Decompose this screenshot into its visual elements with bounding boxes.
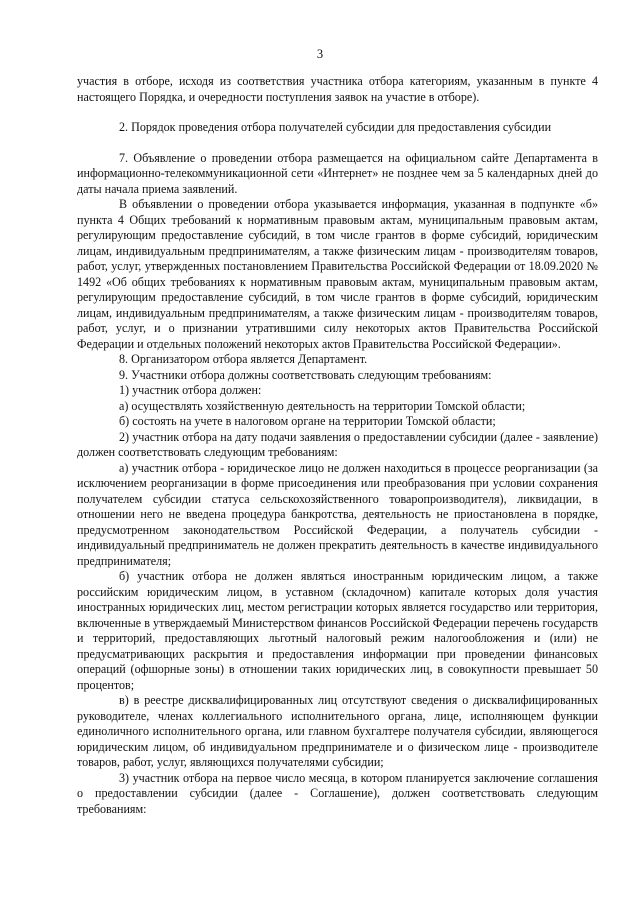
item-9-1: 1) участник отбора должен: xyxy=(119,383,262,397)
section-heading: 2. Порядок проведения отбора получателей субсидии для предоставления субсидии xyxy=(119,120,552,134)
item-9-1-b: б) состоять на учете в налоговом органе на территории Томской области; xyxy=(119,414,496,428)
document-body xyxy=(77,74,598,817)
page-number: 3 xyxy=(316,47,324,61)
item-9-2: 2) участник отбора на дату подачи заявления о предоставлении субсидии (далее - заявление) должен соответствовать следующим требованиям: xyxy=(77,429,598,459)
paragraph-8: 8. Организатором отбора является Департамент. xyxy=(119,352,368,366)
item-9-3: 3) участник отбора на первое число месяца, в котором планируется заключение соглашения о предоставлении субсидии (далее - Соглашение), должен соответствовать следующим требованиям: xyxy=(77,770,598,816)
item-9-2-v: в) в реестре дисквалифицированных лиц отсутствуют сведения о дисквалифицированных руководителе, членах коллегиального исполнительного органа, лице, исполняющем функции единоличного исполнительного органа, или главном бухгалтере получателя субсидии, являющегося юридическим лицом, об индивидуальном предпринимателе и о физическом лице - производителе товаров, работ, услуг, являющихся получателями субсидии; xyxy=(77,693,598,769)
item-9-2-a: а) участник отбора - юридическое лицо не должен находиться в процессе реорганизации (за исключением реорганизации в форме присоединения или преобразования при условии сохранения получателем субсидии статуса сельскохозяйственного товаропроизводителя), ликвидации, в отношении него не введена процедура банкротства, деятельность не приостановлена в порядке, предусмотренном законодательством Российской Федерации, а получатель субсидии - индивидуальный предприниматель не должен прекратить деятельность в качестве индивидуального предпринимателя; xyxy=(77,460,598,568)
paragraph-continuation: участия в отборе, исходя из соответствия участника отбора категориям, указанным в пункте 4 настоящего Порядка, и очередности поступления заявок на участие в отборе). xyxy=(77,74,598,104)
paragraph-9: 9. Участники отбора должны соответствовать следующим требованиям: xyxy=(119,367,492,382)
item-9-2-b: б) участник отбора не должен являться иностранным юридическим лицом, а также российским юридическим лицом, в уставном (складочном) капитале которых доля участия иностранных юридических лиц, местом регистрации которых является государство или территория, включенные в утверждаемый Министерством финансов Российской Федерации перечень государств и территорий, предоставляющих льготный налоговый режим налогообложения и (или) не предусматривающих раскрытия и предоставления информации при проведении финансовых операций (офшорные зоны) в отношении таких юридических лиц, в совокупности превышает 50 процентов; xyxy=(77,569,598,692)
paragraph-announcement-info: В объявлении о проведении отбора указывается информация, указанная в подпункте «б» пункта 4 Общих требований к нормативным правовым актам, муниципальным правовым актам, регулирующим предоставление субсидий, в том числе грантов в форме субсидий, юридическим лицам, индивидуальным предпринимателям, а также физическим лицам - производителям товаров, работ, услуг, утвержденных постановлением Правительства Российской Федерации от 18.09.2020 № 1492 «Об общих требованиях к нормативным правовым актам, муниципальным правовым актам, регулирующим предоставление субсидий, в том числе грантов в форме субсидий, юридическим лицам, индивидуальным предпринимателям, а также физическим лицам - производителям товаров, работ, услуг, и о признании утратившими силу некоторых актов Правительства Российской Федерации и отдельных положений некоторых актов Правительства Российской Федерации». xyxy=(77,197,598,351)
paragraph-7: 7. Объявление о проведении отбора размещается на официальном сайте Департамента в информационно-телекоммуникационной сети «Интернет» не позднее чем за 5 календарных дней до даты начала приема заявлений. xyxy=(77,150,598,196)
item-9-1-a: а) осуществлять хозяйственную деятельность на территории Томской области; xyxy=(119,398,526,413)
